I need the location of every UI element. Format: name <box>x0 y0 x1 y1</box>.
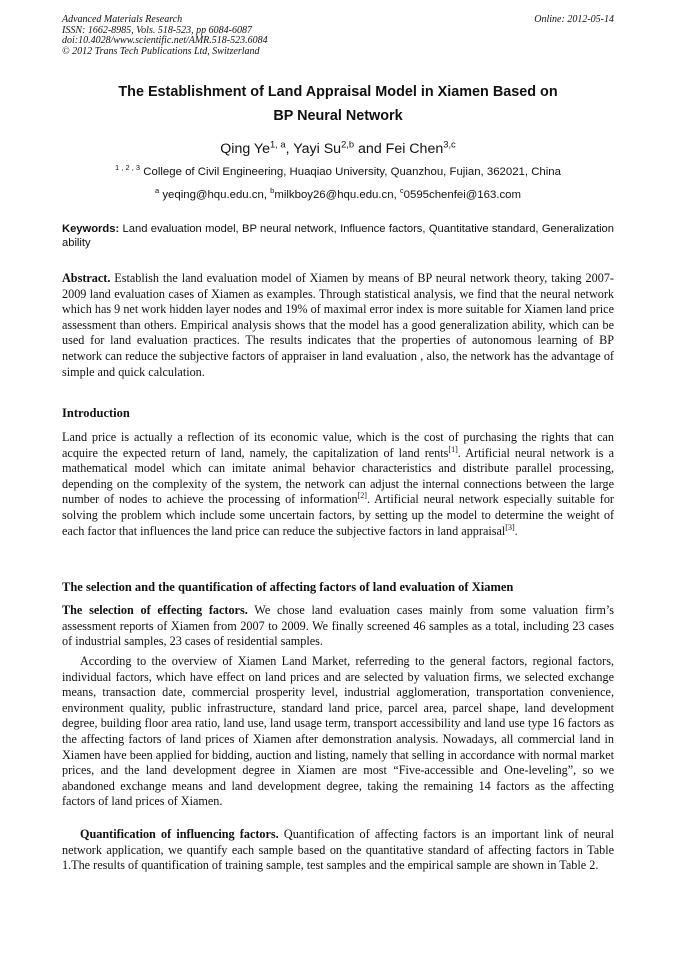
abstract-text: Establish the land evaluation model of Xiamen by means of BP neural network theory, taking 2007-2009 land evaluation cases of Xiamen as examples. Through statistical analysis, we find that the neural network which has 9 net work hidden layer nodes and 19% of maximal error index is more suitable for Xiamen land price assessment than others. Empirical analysis shows that the model has a good generalization ability, which can be used for land evaluation practices. The results indicates that the properties of autonomous learning of BP network can reduce the subjective factors of appraiser in land evaluation , also, the network has the advantage of simple and quick calculation. <box>62 271 614 379</box>
keywords <box>62 223 614 250</box>
journal-name: Advanced Materials Research <box>62 14 183 25</box>
affiliation-sup: 1 , 2 , 3 <box>115 163 141 173</box>
journal-header <box>62 15 614 57</box>
subheading-selection: The selection of effecting factors. <box>62 603 248 617</box>
email-sup: c <box>399 186 404 196</box>
email: yeqing@hqu.edu.cn, <box>159 189 271 201</box>
doi-line: doi:10.4028/www.scientific.net/AMR.518-523.6084 <box>62 35 268 47</box>
online-date: Online: 2012-05-14 <box>534 14 614 25</box>
citation-ref: [3] <box>505 522 515 532</box>
intro-text: . Artificial neural network especially suitable for solving the problem which include some uncertain factors, by setting up the model to determine the weight of each factor that influences the land price can reduce the subjective factors in land appraisal <box>62 492 614 538</box>
intro-text: . Artificial neural network is a mathematical model which can imitate animal behavior characteristics and distribute parallel processing, depending on the complexity of the system, the network can adjust the internal connections between the large number of nodes to achieve the processing of information <box>62 445 615 507</box>
author-name: Fei Chen <box>385 141 444 157</box>
abstract <box>62 271 614 380</box>
selection-text: We chose land evaluation cases mainly from some valuation firm’s assessment reports of Xiamen from 2007 to 2009. We finally screened 46 samples as a total, including 23 cases of industrial samples, 23 cases of residential samples. <box>62 603 615 649</box>
affiliation <box>62 164 614 180</box>
intro-text: Land price is actually a reflection of its economic value, which is the cost of purchasing the rights that can acquire the expected return of land, namely, the capitalization of land rents <box>62 430 614 460</box>
citation-ref: [2] <box>357 491 367 501</box>
author-separator: and <box>354 141 386 157</box>
affiliation-text: College of Civil Engineering, Huaqiao University, Quanzhou, Fujian, 362021, China <box>140 166 561 178</box>
paper-title <box>62 80 614 128</box>
author-emails <box>62 187 614 203</box>
section-heading-selection: The selection and the quantification of affecting factors of land evaluation of Xiamen <box>62 580 514 594</box>
issn-line: ISSN: 1662-8985, Vols. 518-523, pp 6084-6087 <box>62 24 252 36</box>
email: milkboy26@hqu.edu.cn, <box>274 189 400 201</box>
author-name: Yayi Su <box>293 141 342 157</box>
section-heading-introduction: Introduction <box>62 406 130 420</box>
email-sup: a <box>154 186 160 196</box>
author-sup: 2,b <box>341 139 355 150</box>
author-sup: 3,c <box>443 139 456 150</box>
quantification-paragraph <box>62 827 614 874</box>
title-line-2: BP Neural Network <box>273 108 403 124</box>
email-sup: b <box>270 186 275 196</box>
abstract-label: Abstract. <box>62 271 111 285</box>
author-sup: 1, a <box>269 139 286 150</box>
introduction-paragraph <box>62 430 614 539</box>
subheading-quantification: Quantification of influencing factors. <box>80 827 279 841</box>
author-name: Qing Ye <box>220 141 270 157</box>
factors-paragraph: According to the overview of Xiamen Land Market, referreding to the general factors, regional factors, individual factors, which have effect on land prices and are selected by valuation firms, we selected exchange means, transaction date, commercial prosperity level, industrial agglomeration, transportation convenience, environment quality, public infrastructure, standard land price, parcel area, parcel shape, land development degree, building floor area ratio, land use, land usage term, transport accessibility and land use type 16 factors as the affecting factors of land prices of Xiamen after demonstration analysis. Nowadays, all commercial land in Xiamen have been applied for bidding, auction and listing, namely that selling in accordance with normal market prices, and the land development degree in Xiamen are most “Five-accessible and One-leveling”, so we abandoned exchange means and land development degree, taking the remaining 14 factors as the affecting factors of land prices of Xiamen. <box>62 654 614 809</box>
copyright-line: © 2012 Trans Tech Publications Ltd, Switzerland <box>62 45 260 57</box>
title-line-1: The Establishment of Land Appraisal Model in Xiamen Based on <box>118 84 558 100</box>
quantification-text: Quantification of affecting factors is an important link of neural network application, we quantify each sample based on the quantitative standard of affecting factors in Table 1.The results of quantification of training sample, test samples and the empirical sample are shown in Table 2. <box>62 827 614 873</box>
keywords-label: Keywords: <box>62 223 120 235</box>
intro-text: . <box>514 523 518 538</box>
keywords-text: Land evaluation model, BP neural network, Influence factors, Quantitative standard, Generalization ability <box>62 223 614 249</box>
selection-paragraph <box>62 603 614 650</box>
citation-ref: [1] <box>448 444 458 454</box>
email: 0595chenfei@163.com <box>403 189 521 201</box>
author-list <box>62 140 614 158</box>
author-separator: , <box>285 141 294 157</box>
